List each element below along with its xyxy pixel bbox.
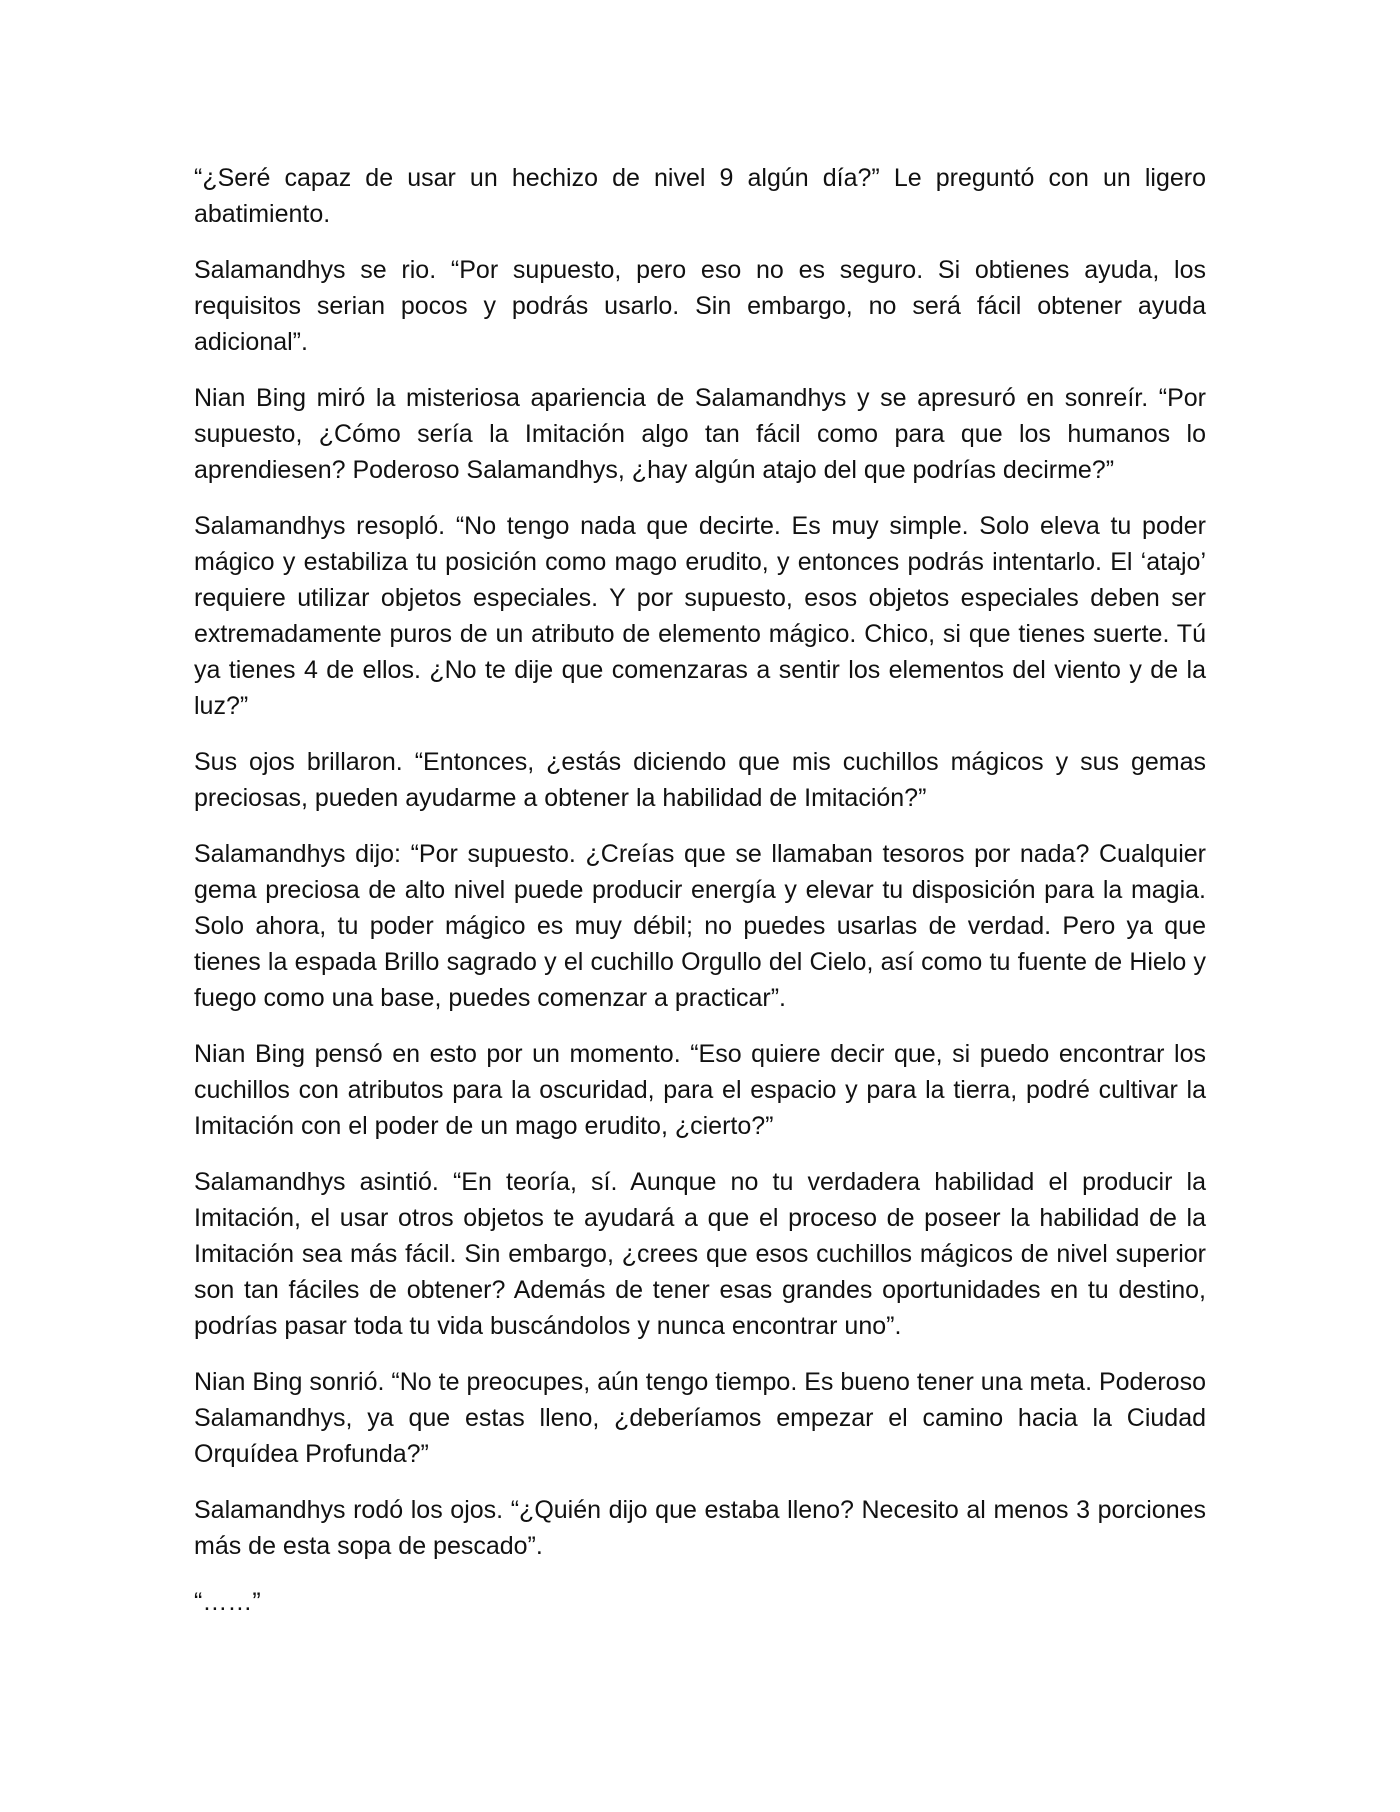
paragraph: Salamandhys asintió. “En teoría, sí. Aunque no tu verdadera habilidad el producir la Imitación, el usar otros objetos te ayudará a que el proceso de poseer la habilidad de la Imitación sea más fácil. Sin embargo, ¿crees que esos cuchillos mágicos de nivel superior son tan fáciles de obtener? Además de tener esas grandes oportunidades en tu destino, podrías pasar toda tu vida buscándolos y nunca encontrar uno”.	[194, 1168, 1206, 1340]
paragraph: Sus ojos brillaron. “Entonces, ¿estás diciendo que mis cuchillos mágicos y sus gemas preciosas, pueden ayudarme a obtener la habilidad de Imitación?”	[194, 748, 1206, 812]
paragraph: Salamandhys se rio. “Por supuesto, pero eso no es seguro. Si obtienes ayuda, los requisitos serian pocos y podrás usarlo. Sin embargo, no será fácil obtener ayuda adicional”.	[194, 256, 1206, 356]
paragraph: “……”	[194, 1588, 261, 1616]
paragraph: Salamandhys resopló. “No tengo nada que decirte. Es muy simple. Solo eleva tu poder mágico y estabiliza tu posición como mago erudito, y entonces podrás intentarlo. El ‘atajo’ requiere utilizar objetos especiales. Y por supuesto, esos objetos especiales deben ser extremadamente puros de un atributo de elemento mágico. Chico, si que tienes suerte. Tú ya tienes 4 de ellos. ¿No te dije que comenzaras a sentir los elementos del viento y de la luz?”	[194, 512, 1206, 720]
paragraph: Nian Bing sonrió. “No te preocupes, aún tengo tiempo. Es bueno tener una meta. Poderoso Salamandhys, ya que estas lleno, ¿deberíamos empezar el camino hacia la Ciudad Orquídea Profunda?”	[194, 1368, 1206, 1468]
paragraph: Salamandhys rodó los ojos. “¿Quién dijo que estaba lleno? Necesito al menos 3 porciones más de esta sopa de pescado”.	[194, 1496, 1206, 1560]
document-body	[194, 160, 1206, 1640]
paragraph: Salamandhys dijo: “Por supuesto. ¿Creías que se llamaban tesoros por nada? Cualquier gema preciosa de alto nivel puede producir energía y elevar tu disposición para la magia. Solo ahora, tu poder mágico es muy débil; no puedes usarlas de verdad. Pero ya que tienes la espada Brillo sagrado y el cuchillo Orgullo del Cielo, así como tu fuente de Hielo y fuego como una base, puedes comenzar a practicar”.	[194, 840, 1206, 1012]
paragraph: Nian Bing pensó en esto por un momento. “Eso quiere decir que, si puedo encontrar los cuchillos con atributos para la oscuridad, para el espacio y para la tierra, podré cultivar la Imitación con el poder de un mago erudito, ¿cierto?”	[194, 1040, 1206, 1140]
paragraph: Nian Bing miró la misteriosa apariencia de Salamandhys y se apresuró en sonreír. “Por supuesto, ¿Cómo sería la Imitación algo tan fácil como para que los humanos lo aprendiesen? Poderoso Salamandhys, ¿hay algún atajo del que podrías decirme?”	[194, 384, 1206, 484]
paragraph: “¿Seré capaz de usar un hechizo de nivel 9 algún día?” Le preguntó con un ligero abatimiento.	[194, 164, 1206, 228]
